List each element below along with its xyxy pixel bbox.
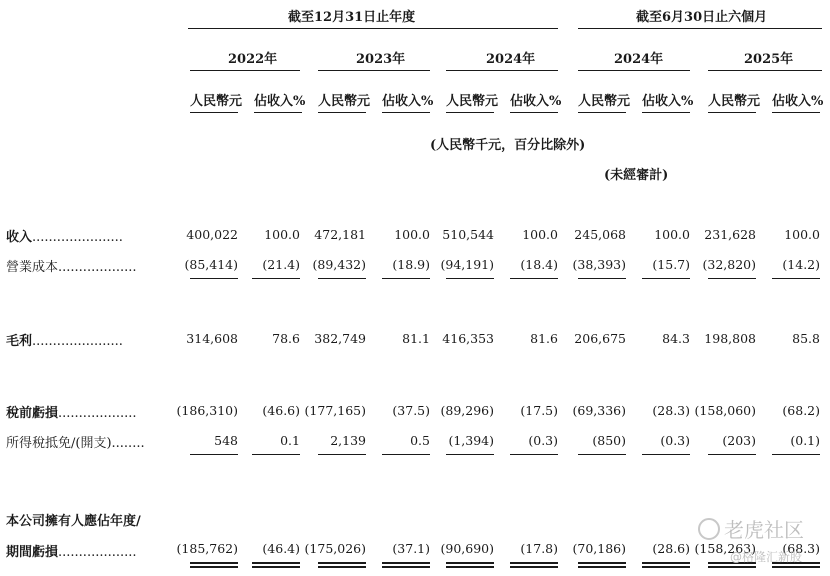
table-cell: (89,432): [312, 257, 366, 272]
row-label-text: 營業成本: [6, 260, 59, 275]
table-cell: (70,186): [572, 541, 626, 556]
table-cell: 245,068: [574, 227, 626, 242]
col-rule-2: [254, 112, 302, 113]
row-label: [6, 256, 137, 275]
table-cell: (203): [722, 433, 756, 448]
table-cell: (85,414): [184, 257, 238, 272]
table-cell: 85.8: [792, 331, 820, 346]
col-amount-2023: 人民幣元: [318, 94, 371, 109]
row-leader-dots: ......................: [32, 230, 123, 245]
table-cell: 78.6: [272, 331, 300, 346]
subtotal-rule: [578, 454, 626, 455]
table-cell: (0.3): [528, 433, 558, 448]
subtotal-rule: [252, 278, 300, 279]
table-cell: 510,544: [442, 227, 494, 242]
year-2025-interim: 2025年: [744, 52, 794, 67]
table-cell: (68.2): [782, 403, 820, 418]
table-cell: (32,820): [702, 257, 756, 272]
col-rule-4: [382, 112, 430, 113]
table-cell: (17.8): [520, 541, 558, 556]
subtotal-rule: [708, 278, 756, 279]
table-cell: (175,026): [304, 541, 366, 556]
row-label: [6, 330, 123, 349]
total-double-rule: [446, 562, 494, 568]
subtotal-rule: [190, 454, 238, 455]
table-cell: (1,394): [448, 433, 494, 448]
row-leader-dots: ...................: [58, 545, 137, 560]
total-double-rule: [190, 562, 238, 568]
row-label: [6, 226, 123, 245]
header-group-interim-rule: [578, 28, 822, 29]
table-cell: 100.0: [784, 227, 820, 242]
table-cell: (28.6): [652, 541, 690, 556]
col-rule-1: [190, 112, 238, 113]
subtotal-rule: [382, 278, 430, 279]
row-label: [6, 510, 141, 560]
row-label-text: 稅前虧損: [6, 406, 59, 421]
subtotal-rule: [642, 454, 690, 455]
table-cell: 100.0: [264, 227, 300, 242]
table-cell: 314,608: [186, 331, 238, 346]
table-cell: 100.0: [394, 227, 430, 242]
subtotal-rule: [772, 454, 820, 455]
table-cell: (37.5): [392, 403, 430, 418]
col-amount-2022: 人民幣元: [190, 94, 243, 109]
year-2025-interim-rule: [708, 70, 822, 71]
total-double-rule: [578, 562, 626, 568]
table-cell: (158,060): [694, 403, 756, 418]
table-cell: (158,263): [694, 541, 756, 556]
total-double-rule: [510, 562, 558, 568]
table-cell: (37.1): [392, 541, 430, 556]
subtotal-rule: [252, 454, 300, 455]
col-rule-8: [642, 112, 690, 113]
col-pct-2025-interim: 佔收入%: [772, 94, 824, 109]
table-cell: 198,808: [704, 331, 756, 346]
table-cell: 400,022: [186, 227, 238, 242]
row-label-line1: 本公司擁有人應佔年度/: [6, 514, 141, 529]
row-label: [6, 432, 145, 451]
watermark-brand: [698, 514, 804, 543]
row-leader-dots: ........: [111, 436, 145, 451]
table-cell: (18.9): [392, 257, 430, 272]
table-cell: (89,296): [440, 403, 494, 418]
table-cell: (186,310): [176, 403, 238, 418]
table-cell: (18.4): [520, 257, 558, 272]
row-label-text: 毛利: [6, 334, 33, 349]
subtotal-rule: [510, 454, 558, 455]
table-cell: (185,762): [176, 541, 238, 556]
header-group-annual-rule: [188, 28, 558, 29]
table-cell: (17.5): [520, 403, 558, 418]
year-2023-rule: [318, 70, 430, 71]
total-double-rule: [382, 562, 430, 568]
table-cell: (0.3): [660, 433, 690, 448]
subtotal-rule: [642, 278, 690, 279]
row-label-text: 所得稅抵免/(開支): [6, 436, 112, 451]
table-cell: 0.5: [410, 433, 430, 448]
table-cell: (94,191): [440, 257, 494, 272]
table-cell: 0.1: [280, 433, 300, 448]
watermark-brand-text: 老虎社区: [724, 518, 804, 542]
col-rule-3: [318, 112, 366, 113]
table-cell: (28.3): [652, 403, 690, 418]
col-rule-6: [510, 112, 558, 113]
subtotal-rule: [510, 278, 558, 279]
table-cell: (177,165): [304, 403, 366, 418]
table-cell: (14.2): [782, 257, 820, 272]
table-cell: 231,628: [704, 227, 756, 242]
table-cell: 84.3: [662, 331, 690, 346]
table-cell: (38,393): [572, 257, 626, 272]
total-double-rule: [252, 562, 300, 568]
table-cell: (15.7): [652, 257, 690, 272]
year-2024-rule: [446, 70, 558, 71]
table-cell: (90,690): [440, 541, 494, 556]
col-rule-5: [446, 112, 494, 113]
table-cell: 472,181: [314, 227, 366, 242]
table-cell: 2,139: [330, 433, 366, 448]
table-cell: 81.1: [402, 331, 430, 346]
table-cell: 416,353: [442, 331, 494, 346]
col-rule-9: [708, 112, 756, 113]
table-cell: (69,336): [572, 403, 626, 418]
col-amount-2024: 人民幣元: [446, 94, 499, 109]
col-rule-7: [578, 112, 626, 113]
table-cell: (0.1): [790, 433, 820, 448]
col-pct-2024: 佔收入%: [510, 94, 562, 109]
table-cell: (68.3): [782, 541, 820, 556]
table-cell: (21.4): [262, 257, 300, 272]
row-leader-dots: ...................: [58, 260, 137, 275]
unaudited-note: (未經審計): [604, 168, 669, 183]
subtotal-rule: [318, 278, 366, 279]
table-cell: (46.6): [262, 403, 300, 418]
subtotal-rule: [190, 278, 238, 279]
subtotal-rule: [708, 454, 756, 455]
row-label-line2: 期間虧損: [6, 545, 59, 560]
row-label-text: 收入: [6, 230, 33, 245]
table-cell: 206,675: [574, 331, 626, 346]
col-pct-2024-interim: 佔收入%: [642, 94, 694, 109]
year-2022-rule: [190, 70, 300, 71]
row-leader-dots: ...................: [58, 406, 137, 421]
header-group-annual: 截至12月31日止年度: [288, 10, 416, 25]
header-group-interim: 截至6月30日止六個月: [636, 10, 768, 25]
subtotal-rule: [318, 454, 366, 455]
total-double-rule: [318, 562, 366, 568]
table-cell: 100.0: [654, 227, 690, 242]
year-2023: 2023年: [356, 52, 406, 67]
year-2022: 2022年: [228, 52, 278, 67]
table-cell: (46.4): [262, 541, 300, 556]
table-cell: (850): [592, 433, 626, 448]
total-double-rule: [642, 562, 690, 568]
table-cell: 81.6: [530, 331, 558, 346]
subtotal-rule: [382, 454, 430, 455]
tiger-logo-icon: [698, 518, 720, 540]
watermark-handle: @格隆汇新股: [730, 550, 803, 564]
col-pct-2022: 佔收入%: [254, 94, 306, 109]
subtotal-rule: [446, 454, 494, 455]
row-label: [6, 402, 137, 421]
year-2024-interim-rule: [578, 70, 690, 71]
table-cell: 100.0: [522, 227, 558, 242]
col-pct-2023: 佔收入%: [382, 94, 434, 109]
table-cell: 382,749: [314, 331, 366, 346]
table-cell: 548: [214, 433, 238, 448]
year-2024: 2024年: [486, 52, 536, 67]
year-2024-interim: 2024年: [614, 52, 664, 67]
col-amount-2025-interim: 人民幣元: [708, 94, 761, 109]
unit-note: (人民幣千元，百分比除外): [430, 138, 586, 153]
subtotal-rule: [446, 278, 494, 279]
col-amount-2024-interim: 人民幣元: [578, 94, 631, 109]
subtotal-rule: [578, 278, 626, 279]
col-rule-10: [772, 112, 820, 113]
subtotal-rule: [772, 278, 820, 279]
row-leader-dots: ......................: [32, 334, 123, 349]
